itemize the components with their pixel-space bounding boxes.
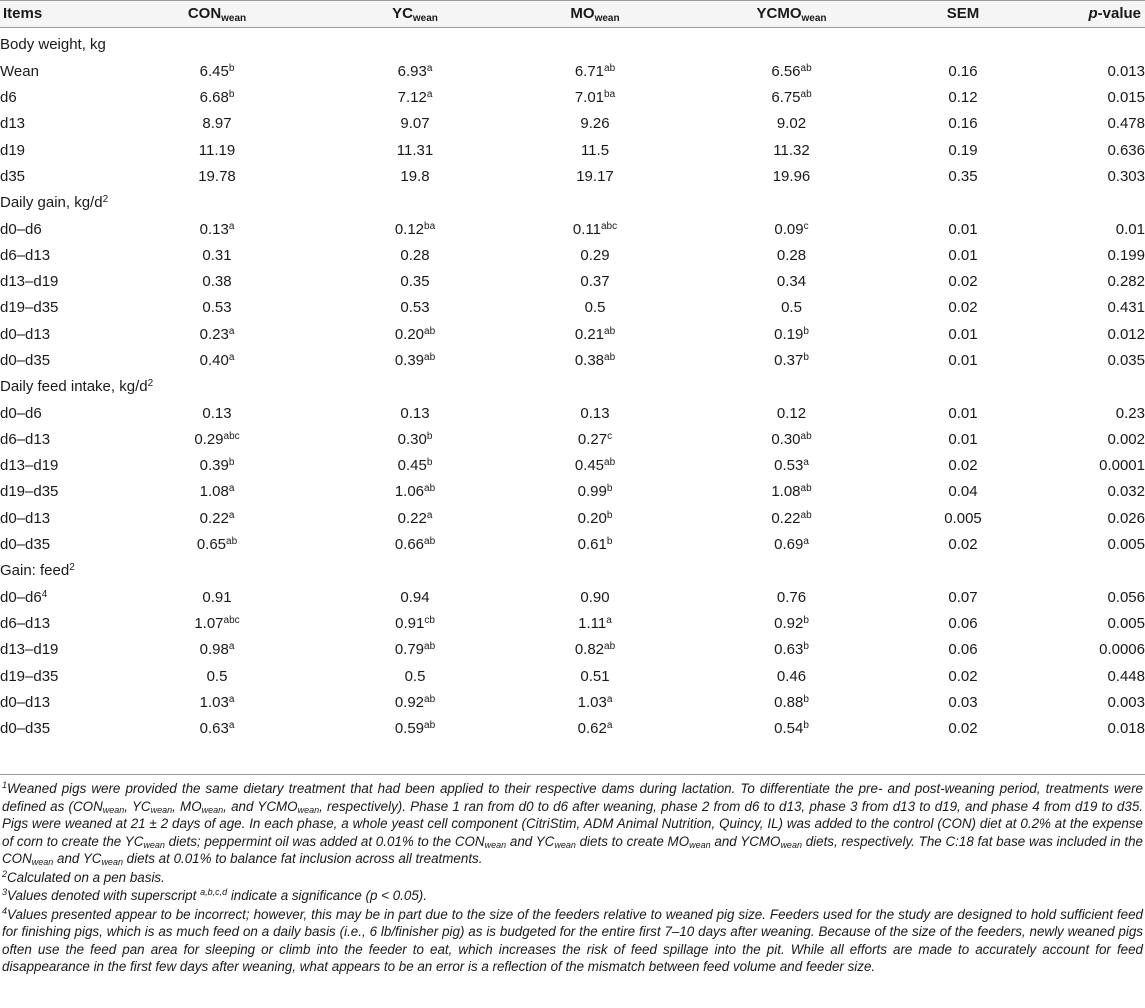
value-cell: 0.53 xyxy=(202,299,232,317)
sem-cell: 0.02 xyxy=(948,299,978,317)
table-row xyxy=(0,532,1145,558)
value-cell: 0.69$^a$ xyxy=(774,536,809,554)
row-label: d0–d35 xyxy=(0,352,51,369)
value-cell: 0.62$^a$ xyxy=(577,720,613,738)
table-body xyxy=(0,28,1145,743)
value-cell: 6.75$^{ab}$ xyxy=(771,89,812,107)
value-cell: 0.63$^b$ xyxy=(774,641,809,659)
value-cell: 0.30$^{ab}$ xyxy=(771,430,812,448)
value-cell: 0.88$^b$ xyxy=(774,693,809,711)
p-value-cell: 0.005 xyxy=(1107,536,1145,554)
value-cell: 0.5 xyxy=(206,667,228,685)
value-cell: 0.21$^{ab}$ xyxy=(574,325,616,343)
p-value-cell: 0.005 xyxy=(1107,614,1145,632)
value-cell: 0.30$^b$ xyxy=(397,430,433,448)
p-value-cell: 0.0006 xyxy=(1099,641,1145,659)
value-cell: 0.59$^{ab}$ xyxy=(394,720,436,738)
p-value-cell: 0.448 xyxy=(1107,667,1145,685)
p-value-cell: 0.199 xyxy=(1107,246,1145,264)
value-cell: 0.40$^a$ xyxy=(199,352,235,369)
value-cell: 0.39$^{ab}$ xyxy=(394,352,436,369)
sem-cell: 0.02 xyxy=(948,536,978,554)
section-title: Daily feed intake, $kg/d^2$ xyxy=(0,378,154,396)
sem-cell: 0.005 xyxy=(944,509,982,527)
value-cell: 0.45$^{ab}$ xyxy=(574,457,616,475)
sem-cell: 0.35 xyxy=(948,167,978,185)
value-cell: 1.08$^a$ xyxy=(199,483,235,501)
value-cell: 0.92$^{ab}$ xyxy=(394,693,436,711)
value-cell: 0.22$^a$ xyxy=(199,509,235,527)
value-cell: 0.79$^{ab}$ xyxy=(394,641,436,659)
sem-cell: 0.06 xyxy=(948,641,978,659)
value-cell: 0.27$^c$ xyxy=(577,430,613,448)
value-cell: 0.37 xyxy=(580,273,610,291)
p-value-cell: 0.012 xyxy=(1107,325,1145,343)
row-label: d6–d13 xyxy=(0,246,51,264)
value-cell: 0.38$^{ab}$ xyxy=(574,352,616,369)
value-cell: 9.07 xyxy=(400,115,430,133)
value-cell: 0.63$^a$ xyxy=(199,720,235,738)
table-row xyxy=(0,663,1145,689)
row-label: d0–d35 xyxy=(0,536,51,554)
header-con: $CON_{wean}$ xyxy=(108,1,326,28)
value-cell: 0.13$^a$ xyxy=(199,220,235,238)
p-value-cell: 0.002 xyxy=(1107,430,1145,448)
p-value-cell: 0.013 xyxy=(1107,62,1145,80)
p-value-cell: 0.282 xyxy=(1107,273,1145,291)
row-label: d13–d19 xyxy=(0,641,59,659)
value-cell: 0.12$^{ba}$ xyxy=(394,220,436,238)
table-row xyxy=(0,295,1145,321)
value-cell: 0.39$^b$ xyxy=(199,457,235,475)
table-row xyxy=(0,453,1145,479)
value-cell: 1.03$^a$ xyxy=(199,693,235,711)
value-cell: 0.91$^{cb}$ xyxy=(395,614,435,632)
row-label: d0–d35 xyxy=(0,720,51,738)
sem-cell: 0.02 xyxy=(948,720,978,738)
sem-cell: 0.03 xyxy=(948,693,978,711)
table-row xyxy=(0,216,1145,242)
sem-cell: 0.01 xyxy=(948,430,978,448)
p-value-cell: 0.23 xyxy=(1115,404,1145,422)
footnote: $^3$Values denoted with superscript $^{a,b,c,d}$ indicate a significance (p < 0.05). xyxy=(2,887,427,903)
value-cell: 0.13 xyxy=(580,404,610,422)
value-cell: 0.20$^{ab}$ xyxy=(394,325,436,343)
table-row xyxy=(0,479,1145,505)
table-row xyxy=(0,348,1145,374)
section-title: Daily gain, $kg/d^2$ xyxy=(0,194,109,212)
p-value-cell: 0.056 xyxy=(1107,588,1145,606)
p-value-cell: 0.015 xyxy=(1107,89,1145,107)
value-cell: 0.46 xyxy=(776,667,807,685)
value-cell: 0.11$^{abc}$ xyxy=(572,220,618,238)
sem-cell: 0.07 xyxy=(948,588,978,606)
sem-cell: 0.01 xyxy=(948,325,978,343)
table-row xyxy=(0,637,1145,663)
value-cell: 0.23$^a$ xyxy=(199,325,235,343)
row-label: d19–d35 xyxy=(0,667,59,685)
value-cell: 1.08$^{ab}$ xyxy=(771,483,812,501)
value-cell: 0.54$^b$ xyxy=(774,720,809,738)
section-row xyxy=(0,190,1145,216)
row-label: d35 xyxy=(0,167,26,185)
sem-cell: 0.02 xyxy=(948,273,978,291)
value-cell: 19.96 xyxy=(772,167,811,185)
header-ycmo: $YCMO_{wean}$ xyxy=(686,1,897,28)
sem-cell: 0.06 xyxy=(948,614,978,632)
value-cell: 0.13 xyxy=(400,404,430,422)
sem-cell: 0.01 xyxy=(948,352,978,369)
value-cell: 0.53$^a$ xyxy=(774,457,809,475)
value-cell: 6.93$^a$ xyxy=(397,62,433,80)
row-label: d19 xyxy=(0,141,26,159)
p-value-cell: 0.032 xyxy=(1107,483,1145,501)
row-label: d13–d19 xyxy=(0,273,59,291)
table-row xyxy=(0,59,1145,85)
value-cell: 0.53 xyxy=(400,299,430,317)
table-row xyxy=(0,427,1145,453)
value-cell: 0.91 xyxy=(202,588,232,606)
value-cell: 0.35 xyxy=(400,273,430,291)
row-label: d0–d6 xyxy=(0,404,42,422)
footnote: $^1$Weaned pigs were provided the same dietary treatment that had been applied to their respective dams during lactation. To differentiate the pre- and post-weaning period, treatments were defined as (CONwean, YCwean, MOwean, and YCMOwean, respectively). Phase 1 ran from d0 to d6 after weaning, phase 2 from d6 to d13, phase 3 from d13 to d19, and phase 4 from d19 to d35. Pigs were weaned at 21 ± 2 days of age. In each phase, a whole yeast cell component (CitriStim, ADM Animal Nutrition, Quincy, IL) was added to the control (CON) diet at 0.2% at the expense of corn to create the YCwean diets; peppermint oil was added at 0.01% to the CONwean and YCwean diets to create MOwean and YCMOwean diets, respectively. The C:18 fat base was included in the CONwean and YCwean diets at 0.01% to balance fat inclusion across all treatments. xyxy=(2,780,1143,867)
row-label: d0–d13 xyxy=(0,509,51,527)
value-cell: 1.11$^a$ xyxy=(578,614,612,632)
p-value-cell: 0.636 xyxy=(1107,141,1145,159)
row-label: Wean xyxy=(0,62,39,80)
value-cell: 19.8 xyxy=(400,167,430,185)
sem-cell: 0.16 xyxy=(948,115,978,133)
value-cell: 0.20$^b$ xyxy=(577,509,613,527)
section-title: Body weight, kg xyxy=(0,36,106,54)
value-cell: 6.56$^{ab}$ xyxy=(771,62,812,80)
value-cell: 0.98$^a$ xyxy=(199,641,235,659)
sem-cell: 0.01 xyxy=(948,404,978,422)
sem-cell: 0.16 xyxy=(948,62,978,80)
section-title: Gain: feed$^2$ xyxy=(0,562,75,580)
value-cell: 0.09$^c$ xyxy=(774,220,809,238)
value-cell: 9.26 xyxy=(580,115,610,133)
table-row xyxy=(0,269,1145,295)
row-label: d19–d35 xyxy=(0,483,59,501)
value-cell: 0.5 xyxy=(404,667,426,685)
sem-cell: 0.02 xyxy=(948,457,978,475)
value-cell: 0.22$^{ab}$ xyxy=(771,509,812,527)
value-cell: 6.71$^{ab}$ xyxy=(574,62,616,80)
row-label: d0–d13 xyxy=(0,325,51,343)
p-value-cell: 0.478 xyxy=(1107,115,1145,133)
value-cell: 0.76 xyxy=(776,588,807,606)
header-items: Items xyxy=(0,1,108,28)
p-value-cell: 0.026 xyxy=(1107,509,1145,527)
value-cell: 0.34 xyxy=(776,273,807,291)
value-cell: 0.31 xyxy=(202,246,232,264)
header-p-value: p-value xyxy=(1029,1,1145,28)
p-value-cell: 0.303 xyxy=(1107,167,1145,185)
p-value-cell: 0.431 xyxy=(1107,299,1145,317)
footnote: $^4$Values presented appear to be incorrect; however, this may be in part due to the size of the feeders relative to weaned pig size. Feeders used for the study are designed to hold sufficient feed for finishing pigs, which is as much feed on a daily basis (i.e., 6 lb/finisher pig) as is budgeted for the entire first 7–10 days after weaning. Because of the size of the feeders, newly weaned pigs often use the feed pan area for sleeping or climb into the feeder to eat, which increases the risk of feed spillage into the pit. While all efforts are made to accurately account for feed disappearance in the first few days after weaning, what appears to be an error is a reflection of the mismatch between feed volume and feeder size. xyxy=(2,905,1143,974)
value-cell: 0.82$^{ab}$ xyxy=(574,641,616,659)
table-row xyxy=(0,611,1145,637)
value-cell: 1.07$^{abc}$ xyxy=(194,614,240,632)
sem-cell: 0.04 xyxy=(948,483,978,501)
row-label: d6–d13 xyxy=(0,614,51,632)
table-row xyxy=(0,322,1145,348)
value-cell: 11.32 xyxy=(773,141,810,159)
value-cell: 8.97 xyxy=(202,115,232,133)
row-label: $d0-d6^4$ xyxy=(0,588,48,606)
value-cell: 0.92$^b$ xyxy=(774,614,809,632)
value-cell: 0.29$^{abc}$ xyxy=(194,430,240,448)
table-row xyxy=(0,111,1145,137)
section-row xyxy=(0,558,1145,584)
value-cell: 0.51 xyxy=(580,667,610,685)
value-cell: 7.01$^{ba}$ xyxy=(574,89,616,107)
value-cell: 0.28 xyxy=(776,246,807,264)
p-value-cell: 0.018 xyxy=(1107,720,1145,738)
value-cell: 11.31 xyxy=(396,141,434,159)
value-cell: 0.28 xyxy=(400,246,430,264)
value-cell: 0.29 xyxy=(580,246,610,264)
table-row xyxy=(0,716,1145,742)
row-label: d6 xyxy=(0,89,17,107)
table-row xyxy=(0,690,1145,716)
value-cell: 0.45$^b$ xyxy=(397,457,433,475)
header-yc: $YC_{wean}$ xyxy=(326,1,504,28)
value-cell: 0.90 xyxy=(580,588,610,606)
header-sem: SEM xyxy=(897,1,1029,28)
sem-cell: 0.12 xyxy=(948,89,978,107)
value-cell: 1.06$^{ab}$ xyxy=(394,483,436,501)
footnote: $^2$Calculated on a pen basis. xyxy=(2,868,165,885)
p-value-cell: 0.0001 xyxy=(1099,457,1145,475)
value-cell: 11.5 xyxy=(580,141,610,159)
section-row xyxy=(0,374,1145,400)
value-cell: 0.65$^{ab}$ xyxy=(196,536,238,554)
value-cell: 7.12$^a$ xyxy=(397,89,433,107)
header-mo: $MO_{wean}$ xyxy=(504,1,686,28)
row-label: d0–d13 xyxy=(0,693,51,711)
sem-cell: 0.01 xyxy=(948,246,978,264)
value-cell: 0.94 xyxy=(400,588,430,606)
value-cell: 0.5 xyxy=(781,299,802,317)
value-cell: 0.37$^b$ xyxy=(774,352,809,369)
value-cell: 0.12 xyxy=(776,404,807,422)
value-cell: 0.5 xyxy=(584,299,606,317)
table-row xyxy=(0,85,1145,111)
value-cell: 19.78 xyxy=(198,167,236,185)
sem-cell: 0.01 xyxy=(948,220,978,238)
p-value-cell: 0.003 xyxy=(1107,693,1145,711)
p-value-cell: 0.035 xyxy=(1107,352,1145,369)
table-row xyxy=(0,243,1145,269)
value-cell: 0.38 xyxy=(202,273,232,291)
sem-cell: 0.19 xyxy=(948,141,978,159)
table-footnotes xyxy=(0,774,1145,977)
row-label: d6–d13 xyxy=(0,430,51,448)
table-row xyxy=(0,585,1145,611)
row-label: d0–d6 xyxy=(0,220,42,238)
table-header xyxy=(0,1,1145,28)
table-row xyxy=(0,137,1145,163)
row-label: d13–d19 xyxy=(0,457,59,475)
value-cell: 0.13 xyxy=(202,404,232,422)
table-row xyxy=(0,164,1145,190)
value-cell: 0.61$^b$ xyxy=(577,536,613,554)
value-cell: 0.19$^b$ xyxy=(774,325,809,343)
value-cell: 6.68$^b$ xyxy=(199,89,235,107)
row-label: d13 xyxy=(0,115,26,133)
section-row xyxy=(0,28,1145,59)
value-cell: 11.19 xyxy=(198,141,236,159)
table-row xyxy=(0,400,1145,426)
value-cell: 0.22$^a$ xyxy=(397,509,433,527)
value-cell: 9.02 xyxy=(776,115,807,133)
value-cell: 6.45$^b$ xyxy=(199,62,235,80)
p-value-cell: 0.01 xyxy=(1115,220,1145,238)
value-cell: 0.66$^{ab}$ xyxy=(394,536,436,554)
sem-cell: 0.02 xyxy=(948,667,978,685)
table-row xyxy=(0,506,1145,532)
row-label: d19–d35 xyxy=(0,299,59,317)
value-cell: 19.17 xyxy=(576,167,614,185)
value-cell: 0.99$^b$ xyxy=(577,483,613,501)
value-cell: 1.03$^a$ xyxy=(577,693,613,711)
